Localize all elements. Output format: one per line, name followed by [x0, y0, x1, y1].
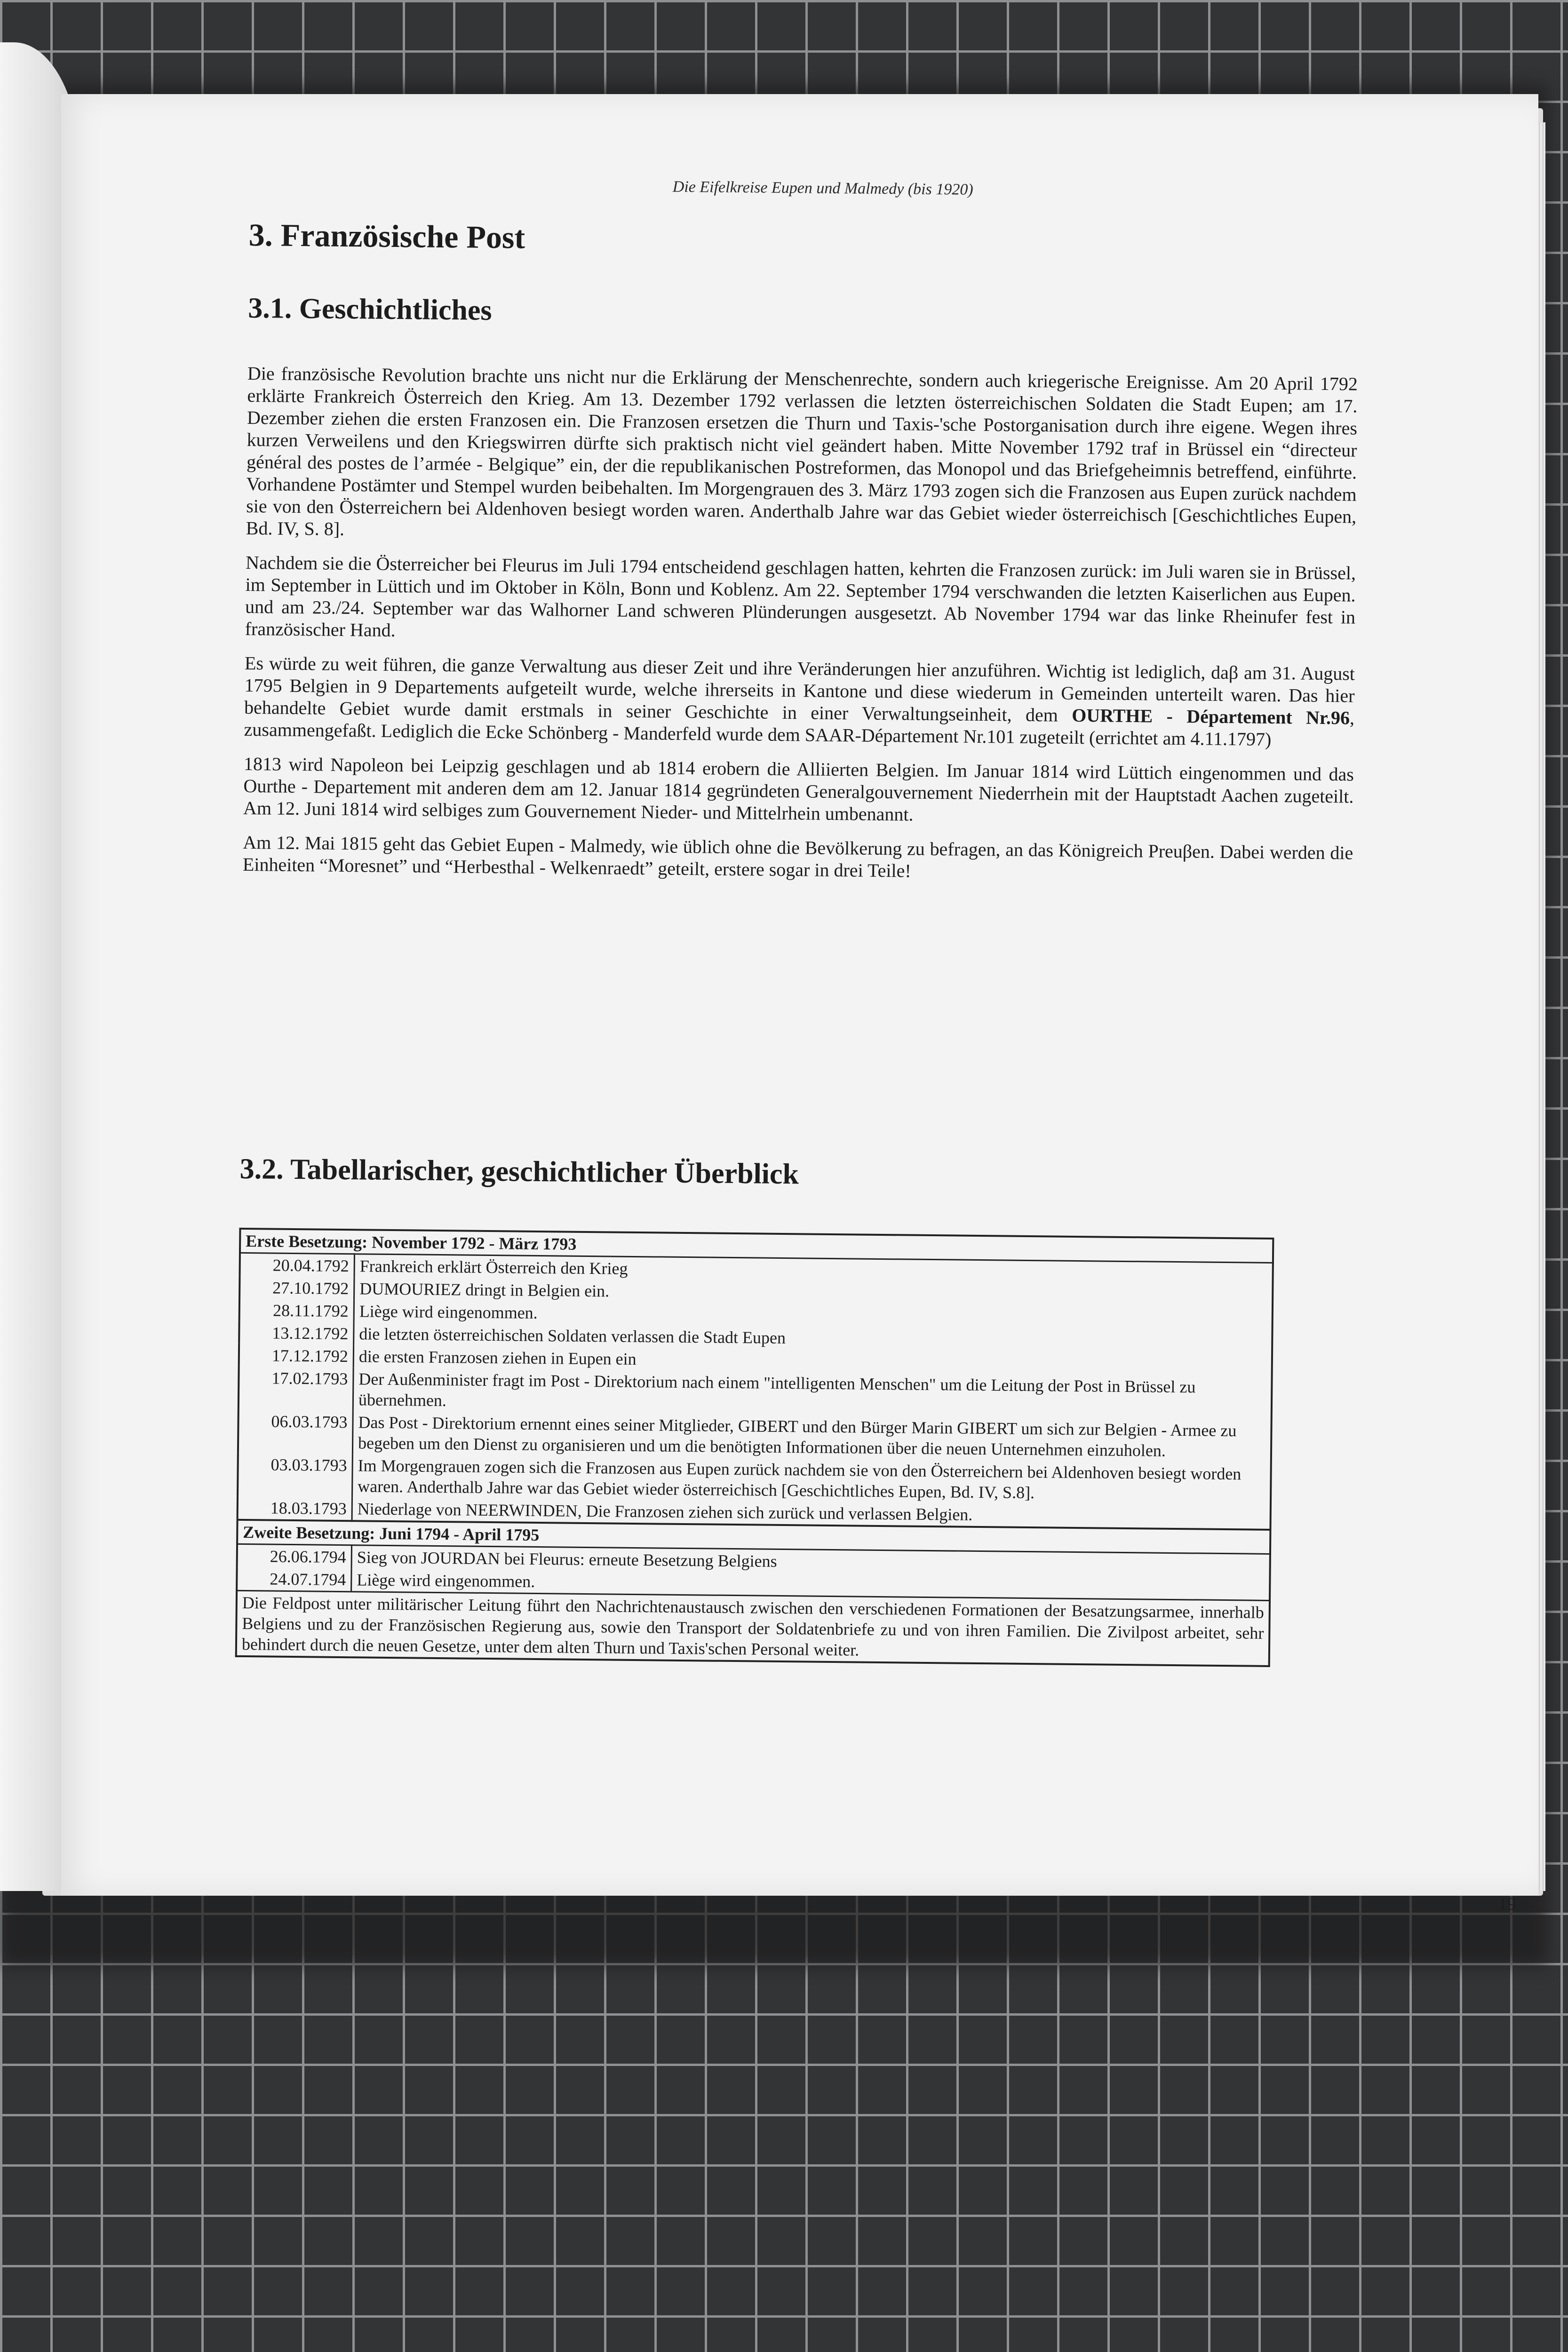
- row-text: Im Morgengrauen zogen sich die Franzosen aus Eupen zurück nachdem sie von den Österreichern bei Aldenhoven besiegt worden waren. Anderthalb Jahre war das Gebiet wieder österreichisch [Geschichtliches Eupen, Bd. IV, S.8].: [358, 1456, 1242, 1502]
- row-date: 18.03.1793: [238, 1496, 352, 1521]
- paragraph: Am 12. Mai 1815 geht das Gebiet Eupen - Malmedy, wie üblich ohne die Bevölkerung zu befragen, an das Königreich Preuβen. Dabei werden die Einheiten “Moresnet” und “Herbesthal - Welkenraedt” geteilt, erstere sogar in drei Teile!: [242, 831, 1353, 882]
- row-date: 24.07.1794: [237, 1567, 351, 1592]
- page-number: 19: [1498, 1894, 1517, 1915]
- running-header: Die Eifelkreise Eupen und Malmedy (bis 1920): [672, 178, 973, 199]
- table-section-header: Erste Besetzung: November 1792 - März 1793: [240, 1229, 1273, 1263]
- row-text: Sieg von JOURDAN bei Fleurus: erneute Besetzung Belgiens: [357, 1548, 777, 1571]
- table-section-header: Zweite Besetzung: Juni 1794 - April 1795: [237, 1520, 1270, 1554]
- paragraph-text: , zusammengefaßt. Lediglich die Ecke Schönberg - Manderfeld wurde dem SAAR-Département Nr.101 zugeteilt (errichtet am 4.11.1797): [244, 707, 1355, 750]
- row-text: Der Außenminister fragt im Post - Direktorium nach einem "intelligenten Menschen" um die Leitung der Post in Brüssel zu übernehmen.: [358, 1369, 1196, 1410]
- table-footer-note: Die Feldpost unter militärischer Leitung führt den Nachrichtenaustausch zwischen den verschiedenen Formationen der Besatzungsarmee, innerhalb Belgiens und zu der Französischen Regierung aus, sowie den Transport der Soldatenbriefe zu und von ihren Familien. Die Zivilpost arbeitet, sehr behindert durch die neuen Gesetze, unter dem alten Thurn und Taxis'schen Personal weiter.: [236, 1590, 1270, 1666]
- row-text: DUMOURIEZ dringt in Belgien ein.: [359, 1279, 610, 1301]
- chapter-title: 3. Französische Post: [248, 216, 525, 255]
- row-date: 20.04.1792: [240, 1253, 355, 1277]
- row-text: die letzten österreichischen Soldaten verlassen die Stadt Eupen: [359, 1324, 786, 1348]
- page-content: [239, 174, 1517, 1915]
- body-text: [242, 362, 1358, 898]
- section-heading-ueberblick: 3.2. Tabellarischer, geschichtlicher Überblick: [239, 1152, 799, 1191]
- row-date: 03.03.1793: [238, 1453, 352, 1497]
- paragraph: [244, 652, 1355, 751]
- ourthe-departement: OURTHE - Département Nr.96: [1072, 704, 1350, 729]
- row-text: Das Post - Direktorium ernennt eines seiner Mitglieder, GIBERT und den Bürger Marin GIBERT um sich zur Belgien - Armee zu begeben um den Dienst zu organisieren und um die benötigten Informationen über die neuen Unternehmen einzuholen.: [358, 1413, 1237, 1460]
- row-text: Liège wird eingenommen.: [359, 1302, 538, 1322]
- row-text: die ersten Franzosen ziehen in Eupen ein: [358, 1347, 637, 1369]
- row-date: 26.06.1794: [237, 1544, 352, 1568]
- paragraph: 1813 wird Napoleon bei Leipzig geschlagen und ab 1814 erobern die Alliierten Belgien. Im Januar 1814 wird Lüttich eingenommen und das Ourthe - Departement mit anderen dem am 12. Januar 1814 gegründeten Generalgouvernement Niederrhein mit der Hauptstadt Aachen zugeteilt. Am 12. Juni 1814 wird selbiges zum Gouvernement Nieder- und Mittelrhein umbenannt.: [243, 753, 1354, 825]
- row-date: 13.12.1792: [239, 1321, 354, 1345]
- row-text: Liège wird eingenommen.: [357, 1570, 535, 1591]
- row-date: 27.10.1792: [239, 1276, 354, 1300]
- book-page: [61, 94, 1538, 1915]
- paragraph-text: Es würde zu weit führen, die ganze Verwaltung aus dieser Zeit und ihre Veränderungen hier anzuführen. Wichtig ist lediglich, daβ am 31. August 1795 Belgien in 9 Departements aufgeteilt wurde, welche ihrerseits in Kantone und diese wiederum in Gemeinden unterteilt waren. Das hier behandelte Gebiet wurde damit erstmals in seiner Geschichte in einer Verwaltungseinheit, dem: [244, 652, 1355, 726]
- section-heading-geschichtliches: 3.1. Geschichtliches: [247, 292, 492, 326]
- row-text: Frankreich erklärt Österreich den Krieg: [359, 1256, 628, 1278]
- row-date: 17.02.1793: [239, 1367, 353, 1411]
- paragraph: Nachdem sie die Österreicher bei Fleurus im Juli 1794 entscheidend geschlagen hatten, kehrten die Franzosen zurück: im Juli waren sie in Brüssel, im September in Lüttich und im Oktober in Köln, Bonn und Koblenz. Am 22. September 1794 verschwanden die letzten Kaiserlichen aus Eupen. und am 23./24. September war das Walhorner Land schweren Plünderungen ausgesetzt. Ab November 1794 war das linke Rheinufer fest in französischer Hand.: [245, 551, 1356, 641]
- row-text: Niederlage von NEERWINDEN, Die Franzosen ziehen sich zurück und verlassen Belgien.: [357, 1499, 973, 1524]
- row-date: 06.03.1793: [238, 1410, 353, 1454]
- row-date: 28.11.1792: [239, 1299, 354, 1322]
- paragraph: Die französische Revolution brachte uns nicht nur die Erklärung der Menschenrechte, sondern auch kriegerische Ereignisse. Am 20 April 1792 erklärte Frankreich Österreich den Krieg. Am 13. Dezember 1792 verlassen die letzten österreichischen Soldaten die Stadt Eupen; am 17. Dezember ziehen die ersten Franzosen ein. Die Franzosen ersetzen die Thurn und Taxis-'sche Postorganisation durch ihre eigene. Wegen ihres kurzen Verweilens und den Kriegswirren dürfte sich praktisch nicht viel geändert haben. Mitte November 1792 traf in Brüssel ein “directeur général des postes de l’armée - Belgique” ein, der die republikanischen Postreformen, das Monopol und das Briefgeheimnis betreffend, einführte. Vorhandene Postämter und Stempel wurden beibehalten. Im Morgengrauen des 3. März 1793 zogen sich die Franzosen aus Eupen zurück nachdem sie von den Österreichern bei Aldenhoven besiegt worden waren. Anderthalb Jahre war das Gebiet wieder österreichisch [Geschichtliches Eupen, Bd. IV, S. 8].: [246, 362, 1358, 540]
- timeline-table: [235, 1228, 1274, 1667]
- row-date: 17.12.1792: [239, 1344, 354, 1367]
